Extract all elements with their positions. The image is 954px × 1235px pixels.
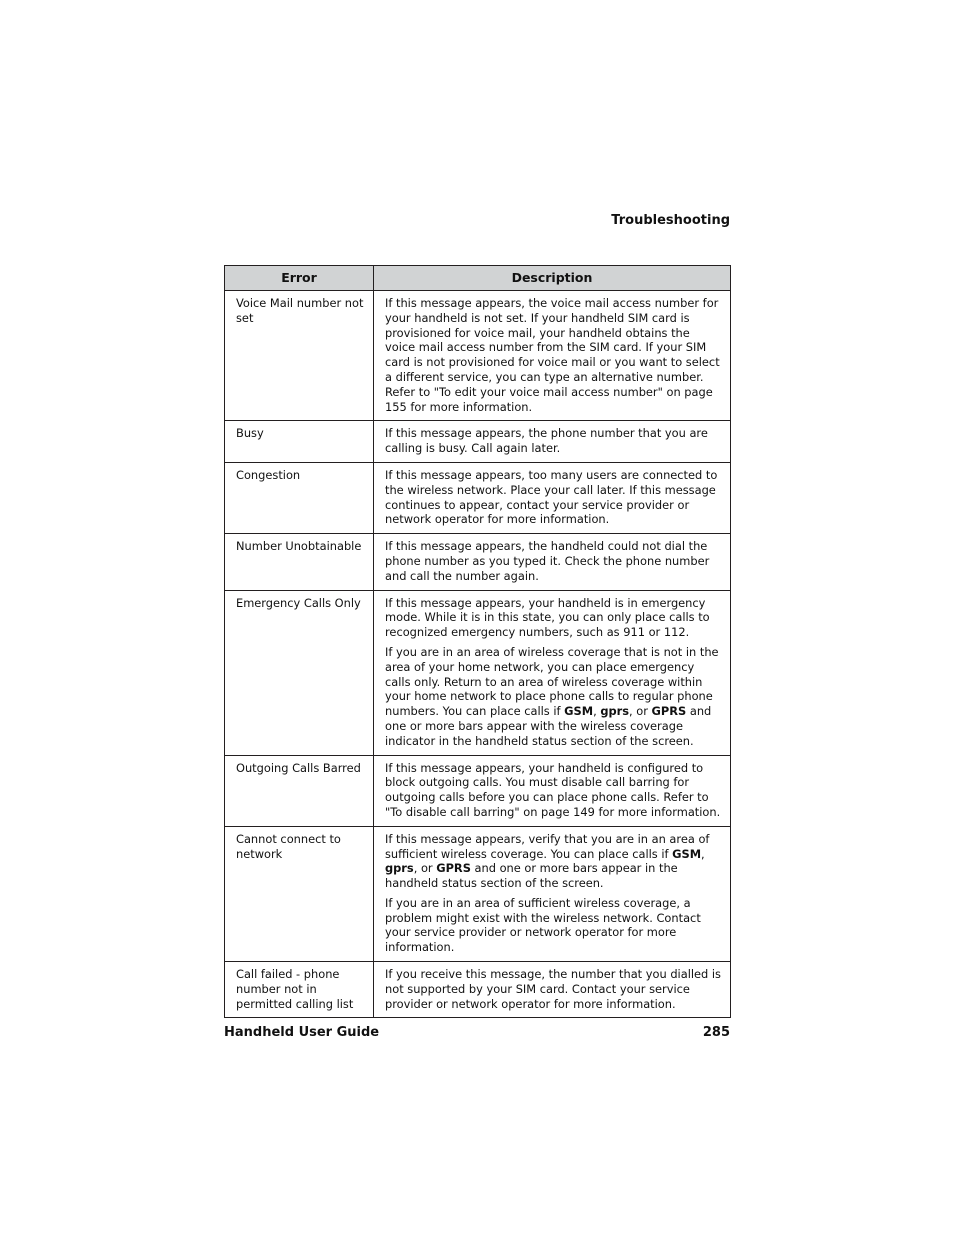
error-cell: Busy [225,421,374,463]
text-run: If this message appears, your handheld is in emergency mode. While it is in this state, you can only place calls to recognized emergency numbers, such as 911 or 112. [385,595,710,640]
text-run: If you receive this message, the number that you dialled is not supported by your SIM card. Contact your service provider or network operator for more information. [385,967,721,1011]
table-row [225,590,731,755]
text-run: , or [629,704,652,719]
bold-term: GSM [564,704,594,719]
table-row [225,462,731,533]
column-header-error: Error [225,266,374,291]
description-paragraph [385,645,723,749]
description-cell [374,291,731,421]
description-cell [374,534,731,590]
description-cell [374,421,731,463]
text-run: If this message appears, the handheld could not dial the phone number as you typed it. Check the phone number and call the number again. [385,539,710,583]
error-cell: Outgoing Calls Barred [225,755,374,826]
description-paragraph [385,896,723,955]
text-run: If this message appears, too many users are connected to the wireless network. Place your call later. If this message continues to appear, contact your service provider or network operator for more information. [385,467,718,527]
text-run: and one or more bars appear in the handheld status section of the screen. [385,861,678,891]
text-run: If you are in an area of wireless coverage that is not in the area of your home network, you can place emergency calls only. Return to an area of wireless coverage within your home network to place phone calls to regular phone numbers. You can place calls if [385,644,719,719]
table-header-row [225,266,731,291]
description-paragraph [385,296,723,414]
description-paragraph [385,426,723,456]
description-cell [374,462,731,533]
description-paragraph [385,967,723,1011]
description-paragraph [385,596,723,640]
text-run: , or [413,861,437,876]
column-header-description: Description [374,266,731,291]
text-run: If this message appears, the phone number that you are calling is busy. Call again later. [385,426,708,456]
text-run: If this message appears, verify that you are in an area of sufficient wireless coverage. You can place calls if [385,831,710,861]
bold-term: gprs [385,861,414,876]
table-row [225,755,731,826]
troubleshooting-table [224,265,731,1018]
text-run: If this message appears, your handheld is configured to block outgoing calls. You must disable call barring for outgoing calls before you can place phone calls. Refer to "To disable call barring" on page 149 for more information. [385,760,721,819]
bold-term: GPRS [436,861,471,876]
description-paragraph [385,539,723,583]
description-paragraph [385,468,723,527]
error-cell: Voice Mail number not set [225,291,374,421]
bold-term: gprs [600,704,630,719]
description-cell [374,826,731,961]
text-run: and one or more bars appear with the wireless coverage indicator in the handheld status section of the screen. [385,704,712,748]
description-paragraph [385,832,723,891]
page-number: 285 [702,1025,730,1040]
description-cell [374,590,731,755]
bold-term: GSM [672,846,702,861]
error-cell: Emergency Calls Only [225,590,374,755]
description-cell [374,755,731,826]
table-body [225,291,731,1018]
section-title: Troubleshooting [611,213,730,228]
error-cell: Cannot connect to network [225,826,374,961]
footer-guide-title: Handheld User Guide [224,1025,380,1040]
table-row [225,826,731,961]
text-run: If you are in an area of sufficient wireless coverage, a problem might exist with the wireless network. Contact your service provider or network operator for more information. [385,895,701,955]
table-row [225,291,731,421]
text-run: If this message appears, the voice mail access number for your handheld is not set. If your handheld SIM card is provisioned for voice mail, your handheld obtains the voice mail access number from the SIM card. If your SIM card is not provisioned for voice mail or you want to select a different service, you can type an alternative number. Refer to "To edit your voice mail access number" on page 155 for more information. [385,296,720,414]
table-row [225,962,731,1018]
error-cell: Congestion [225,462,374,533]
description-cell [374,962,731,1018]
bold-term: GPRS [651,704,687,719]
error-cell: Call failed - phone number not in permitted calling list [225,962,374,1018]
text-run: , [701,846,705,861]
table-row [225,421,731,463]
table-row [225,534,731,590]
text-run: , [593,704,601,719]
error-cell: Number Unobtainable [225,534,374,590]
description-paragraph [385,761,723,820]
